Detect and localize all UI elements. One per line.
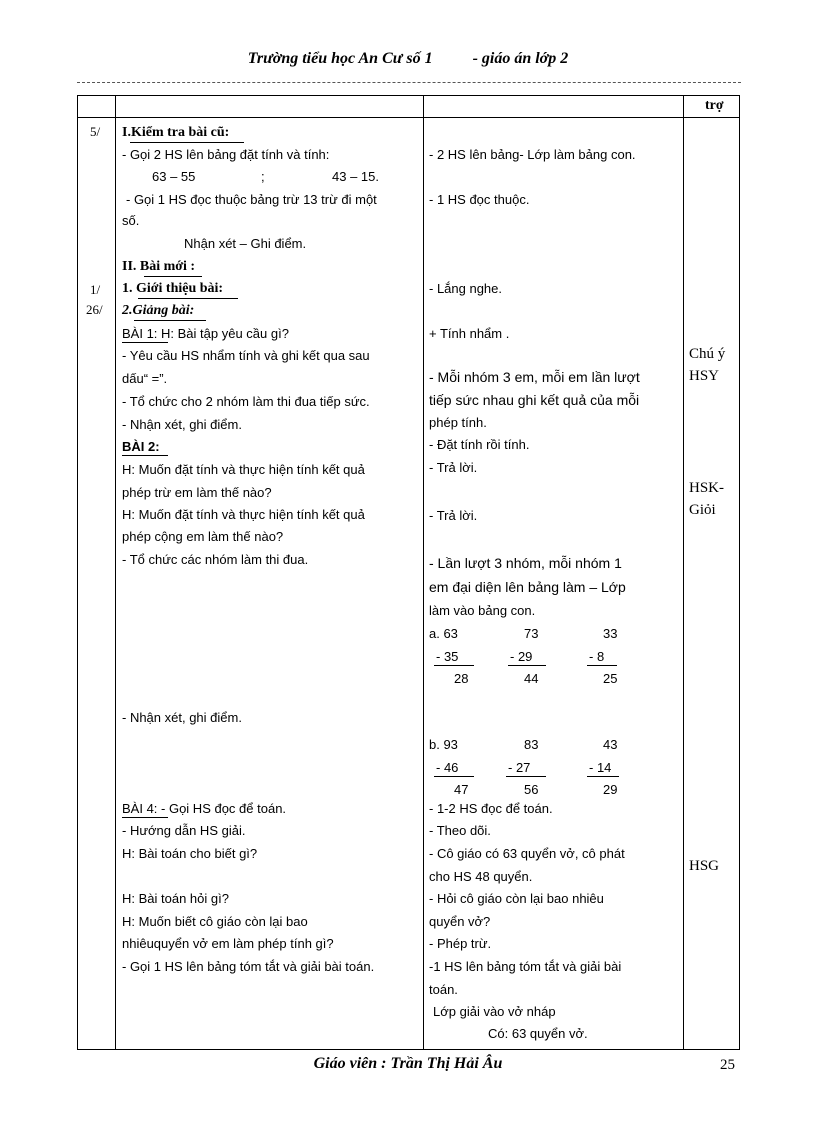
teacher-line: - Hướng dẫn HS giải. <box>122 823 246 838</box>
calc-b-sub: - 46 <box>436 760 459 775</box>
exercise-4-underline <box>122 817 168 818</box>
intro-underline <box>138 298 238 299</box>
teacher-line: - Tổ chức các nhóm làm thi đua. <box>122 552 309 567</box>
calc-a-rule <box>508 665 546 666</box>
teacher-line: - Yêu cầu HS nhẩm tính và ghi kết qua sau <box>122 348 370 363</box>
student-line: -1 HS lên bảng tóm tắt và giải bài <box>429 959 622 974</box>
teacher-line: - Gọi 1 HS đọc thuộc bảng trừ 13 trừ đi một <box>126 192 377 207</box>
student-line: phép tính. <box>429 415 487 430</box>
student-line: cho HS 48 quyển. <box>429 869 533 884</box>
student-line: - 2 HS lên bảng- Lớp làm bảng con. <box>429 147 636 162</box>
calc-a-result: 28 <box>454 671 469 686</box>
teacher-line: phép trừ em làm thế nào? <box>122 485 272 500</box>
lesson-underline <box>134 320 206 321</box>
teacher-line: - Nhận xét, ghi điểm. <box>122 417 242 432</box>
exercise-2: BÀI 2: <box>122 439 160 454</box>
exercise-4: BÀI 4: - Gọi HS đọc để toán. <box>122 801 287 816</box>
school-name: Trường tiểu học An Cư số 1 <box>247 50 433 67</box>
header-divider <box>77 82 741 83</box>
subject-name: - giáo án lớp 2 <box>472 50 569 67</box>
teacher-line: - Gọi 2 HS lên bảng đặt tính và tính: <box>122 147 330 162</box>
header-row-line <box>78 117 739 118</box>
calc-a-result: 44 <box>524 671 539 686</box>
student-line: toán. <box>429 982 458 997</box>
calc-b-num: 43 <box>603 737 618 752</box>
lesson-table <box>77 95 740 1050</box>
time-26: 26/ <box>86 302 103 317</box>
student-line: - Đặt tính rồi tính. <box>429 437 530 452</box>
support-note: Giỏi <box>689 502 716 518</box>
support-note: HSY <box>689 368 720 384</box>
teacher-line: dấu“ =”. <box>122 371 168 386</box>
student-line: Có: 63 quyển vở. <box>488 1026 588 1041</box>
calc-a-rule <box>587 665 617 666</box>
teacher-line: - Gọi 1 HS lên bảng tóm tắt và giải bài toán. <box>122 959 375 974</box>
support-note: HSK- <box>689 480 725 496</box>
calc-b-result: 29 <box>603 782 618 797</box>
section-new-underline <box>144 276 202 277</box>
teacher-line: Nhận xét – Ghi điểm. <box>184 236 307 251</box>
teacher-line: H: Bài toán hỏi gì? <box>122 891 229 906</box>
teacher-line: số. <box>122 213 140 228</box>
student-line: - Phép trừ. <box>429 936 492 951</box>
teacher-line: 43 – 15. <box>332 169 379 184</box>
calc-a-result: 25 <box>603 671 618 686</box>
exercise-1-underline <box>122 342 168 343</box>
calc-b-sub: - 27 <box>508 760 531 775</box>
col-divider-3 <box>683 96 684 1049</box>
student-line: - Trả lời. <box>429 460 478 475</box>
teacher-line: ; <box>261 169 265 184</box>
student-line: + Tính nhẩm . <box>429 326 510 341</box>
student-line: làm vào bảng con. <box>429 603 536 618</box>
calc-b-sub: - 14 <box>589 760 612 775</box>
calc-b-rule <box>587 776 619 777</box>
calc-a-label: a. 63 <box>429 626 458 641</box>
calc-b-result: 47 <box>454 782 469 797</box>
section-review: I.Kiểm tra bài cũ: <box>122 125 230 140</box>
lesson-heading: 2.Giảng bài: <box>122 303 195 318</box>
teacher-line: - Nhận xét, ghi điểm. <box>122 710 242 725</box>
page-footer: Giáo viên : Trần Thị Hải Âu <box>313 1055 503 1072</box>
page-header <box>0 50 816 68</box>
student-line: Lớp giải vào vở nháp <box>433 1004 556 1019</box>
teacher-line: 63 – 55 <box>152 169 196 184</box>
teacher-line: H: Muốn biết cô giáo còn lại bao <box>122 914 308 929</box>
student-line: - Trả lời. <box>429 508 478 523</box>
col-divider-1 <box>115 96 116 1049</box>
time-5: 5/ <box>90 124 101 139</box>
exercise-2-underline <box>122 455 168 456</box>
student-line: - Theo dõi. <box>429 823 491 838</box>
section-review-underline <box>130 142 244 143</box>
calc-a-num: 73 <box>524 626 539 641</box>
calc-b-rule <box>506 776 546 777</box>
calc-b-num: 83 <box>524 737 539 752</box>
calc-b-rule <box>434 776 474 777</box>
calc-a-rule <box>434 665 474 666</box>
time-1: 1/ <box>90 282 101 297</box>
teacher-line: phép cộng em làm thế nào? <box>122 529 284 544</box>
student-line: em đại diện lên bảng làm – Lớp <box>429 579 626 595</box>
intro-heading: 1. Giới thiệu bài: <box>122 281 224 296</box>
calc-a-num: 33 <box>603 626 618 641</box>
support-note: Chú ý <box>689 346 726 362</box>
exercise-1: BÀI 1: H: Bài tập yêu cầu gì? <box>122 326 289 341</box>
support-column-header: trợ <box>705 98 724 113</box>
calc-b-label: b. 93 <box>429 737 458 752</box>
teacher-line: nhiêuquyển vở em làm phép tính gì? <box>122 936 334 951</box>
teacher-line: H: Bài toán cho biết gì? <box>122 846 258 861</box>
student-line: - Mỗi nhóm 3 em, mỗi em lần lượt <box>429 369 640 385</box>
calc-b-result: 56 <box>524 782 539 797</box>
student-line: - Hỏi cô giáo còn lại bao nhiêu <box>429 891 604 906</box>
page-number: 25 <box>720 1057 735 1073</box>
calc-a-sub: - 35 <box>436 649 459 664</box>
student-line: - 1 HS đọc thuộc. <box>429 192 530 207</box>
student-line: tiếp sức nhau ghi kết quả của mỗi <box>429 392 640 408</box>
student-line: quyển vở? <box>429 914 491 929</box>
teacher-line: - Tổ chức cho 2 nhóm làm thi đua tiếp sức. <box>122 394 370 409</box>
student-line: - Cô giáo có 63 quyển vở, cô phát <box>429 846 625 861</box>
support-note: HSG <box>689 858 720 874</box>
teacher-line: H: Muốn đặt tính và thực hiện tính kết quả <box>122 462 365 477</box>
section-new-lesson: II. Bài mới : <box>122 259 196 274</box>
student-line: - Lần lượt 3 nhóm, mỗi nhóm 1 <box>429 555 622 571</box>
student-line: - Lắng nghe. <box>429 281 503 296</box>
teacher-line: H: Muốn đặt tính và thực hiện tính kết quả <box>122 507 365 522</box>
calc-a-sub: - 29 <box>510 649 533 664</box>
col-divider-2 <box>423 96 424 1049</box>
student-line: - 1-2 HS đọc để toán. <box>429 801 553 816</box>
calc-a-sub: - 8 <box>589 649 605 664</box>
